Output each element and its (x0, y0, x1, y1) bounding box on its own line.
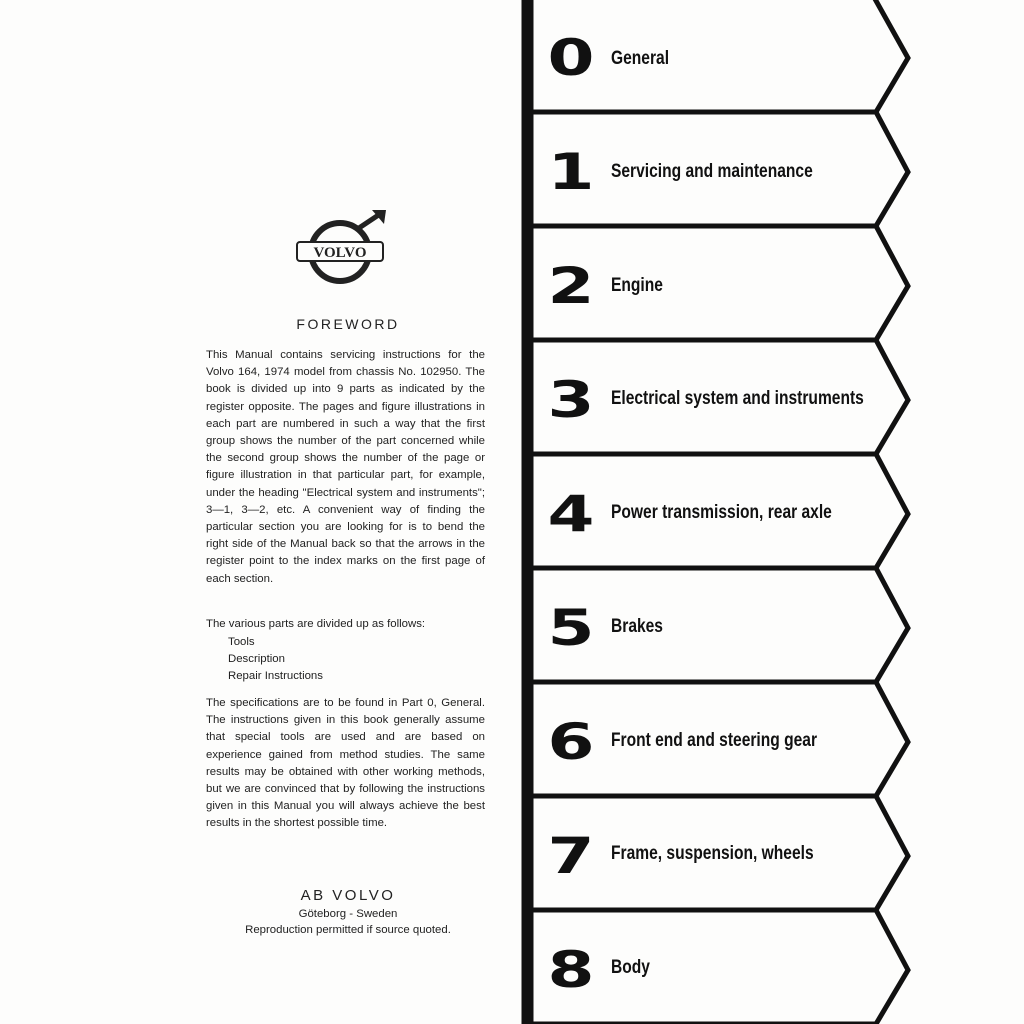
tab-number: 1 (547, 143, 595, 201)
tab-label: Brakes (611, 616, 663, 637)
tab-label: Body (611, 957, 650, 978)
tab-label: Front end and steering gear (611, 730, 818, 751)
tab-number: 7 (547, 827, 595, 885)
tab-label: General (611, 48, 670, 69)
reproduction-note: Reproduction permitted if source quoted. (245, 924, 451, 936)
tab-label: Power transmission, rear axle (611, 502, 832, 523)
company-location: Göteborg - Sweden (298, 908, 398, 920)
tab-number: 3 (547, 371, 595, 429)
tab-number: 6 (547, 713, 595, 771)
list-item: Tools (228, 636, 255, 648)
tab-label: Servicing and maintenance (611, 161, 813, 182)
tab-number: 0 (547, 29, 595, 87)
foreword-title: FOREWORD (296, 316, 400, 332)
foreword-paragraph-3: The specifications are to be found in Part 0, General. The instructions given in this book generally assume that special tools are used and are based on experience gained from method studies. The same results may be obtained with other working methods, but we are convinced that by following the instructions given in this Manual you will always achieve the best results in the shortest possible time. (206, 697, 485, 830)
tab-label: Electrical system and instruments (611, 388, 864, 409)
tab-number: 2 (547, 257, 595, 315)
foreword-paragraph-1: This Manual contains servicing instructions for the Volvo 164, 1974 model from chassis No. 102950. The book is divided up into 9 parts as indicated by the register opposite. The pages and figure illustrations in each part are numbered in such a way that the first group shows the number of the part concerned while the second group shows the number of the page or figure illustration in that particular part, for example, under the heading "Electrical system and instruments"; 3—1, 3—2, etc. A convenient way of finding the particular section you are looking for is to bend the right side of the Manual back so that the arrows in the register point to the index marks on the first page of each section. (206, 349, 485, 585)
tab-number: 4 (547, 485, 595, 543)
tab-number: 8 (547, 941, 595, 999)
tab-number: 5 (547, 599, 595, 657)
parts-intro-text: The various parts are divided up as follows: (206, 618, 426, 630)
tab-label: Engine (611, 275, 663, 296)
company-name: AB VOLVO (300, 887, 396, 904)
list-item: Description (228, 653, 285, 666)
logo-text: VOLVO (313, 245, 367, 261)
list-item: Repair Instructions (228, 670, 323, 683)
tab-label: Frame, suspension, wheels (611, 843, 814, 864)
